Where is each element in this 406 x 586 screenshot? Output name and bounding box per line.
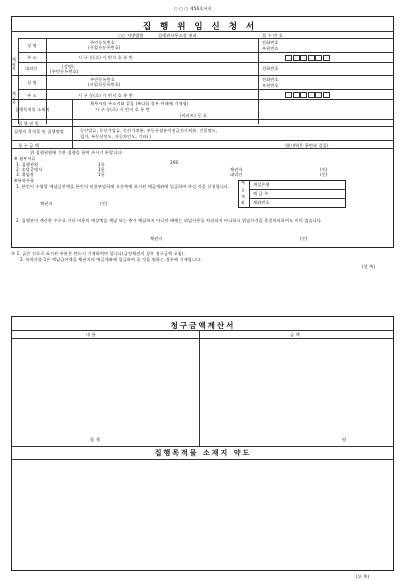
creditor-agent-phone-label: 전화번호 xyxy=(262,66,279,71)
footnote-1: 주 1. 굵은 선으로 표시된 부분은 반드시 기재하여야 합니다(금전채권의 경우 청구금액 포함). xyxy=(11,251,186,256)
special2-seal: (인) xyxy=(300,236,308,241)
creditor-agent-label: 대리인 xyxy=(25,66,38,71)
bank-field-1: 개설은행 xyxy=(253,182,270,187)
creditor-agent-sub: (성명) xyxy=(62,64,74,69)
debtor-address-detail: 시 구 동(로) 가 번지 호 통 반 xyxy=(78,93,133,98)
applicant-label: 집행관사무소장 귀하 xyxy=(158,33,197,38)
bank-label-4: 좌 xyxy=(241,200,245,205)
notes-date: 200 xyxy=(170,160,179,165)
attach-title: ※ 첨부서류 xyxy=(14,156,36,161)
form-number: ○ ○ ○ 제56호서식 xyxy=(174,6,212,11)
creditor-address-detail: 시 구 동(로) 가 번지 호 통 반 xyxy=(78,55,133,60)
creditor-address-label: 주 소 xyxy=(27,55,37,60)
place-detail: 채무자의 주소지와 같음 (※다를 경우 아래에 기재함) xyxy=(90,101,189,106)
bank-label-2: 금 xyxy=(241,187,245,192)
back-col-amount: 금 액 xyxy=(290,332,300,337)
creditor-phone-label: 전화번호 xyxy=(262,40,279,45)
title-doc-label: 집 행 권 원 xyxy=(18,121,39,126)
back-title: 청구금액계산서 xyxy=(170,321,236,330)
section-debtor: 채무자 xyxy=(12,91,16,105)
seal-2: (인) xyxy=(320,172,328,177)
creditor-name-label: 성 명 xyxy=(27,43,37,48)
back-col-content: 내 용 xyxy=(86,332,96,337)
attach3: 3. 위임장 xyxy=(16,172,35,177)
footnote-front-page: (앞 쪽) xyxy=(362,264,376,269)
footnote-2: 2. 특약사항 1은 예납금잔액을 채권자의 예금계좌에 입금하여 줄 것을 원하는 경우에 기재합니다. xyxy=(20,257,202,262)
special-title: ※특약사항 xyxy=(14,178,35,183)
creditor-regno-label: 주민등록번호 xyxy=(90,40,115,45)
bank-field-3: 계좌번호 xyxy=(253,200,270,205)
special-2: 2. 집행관이 계산한 수수료 기타 비용의 예상액을 예납 또는 추가 예납하지 아니한 때에는 위임사무를 처리하지 아니하고 위임사건을 종결처리하여도 이의 없습니다. xyxy=(16,218,323,223)
bank-label-3: 계 xyxy=(241,194,245,199)
target-detail2: 철거, 부동산인도, 자동차인도, 기타( ) xyxy=(80,134,152,139)
special-1: 1. 본인이 수령할 예납금잔액을 본인의 비용부담하에 오른쪽에 표시된 예금계좌에 입금하여 주실 것을 신청합니다. xyxy=(16,184,230,189)
special2-sign: 채권자 xyxy=(150,236,163,241)
bank-field-2: 예 금 주 xyxy=(253,191,269,196)
notes-intro: 위 집행권원에 기한 집행을 하여 주시기 바랍니다. xyxy=(30,150,123,155)
special-seal: (인) xyxy=(100,201,108,206)
target-detail: 동산압류, 동산가압류, 동산가처분, 부동산점유이전금지가처분, 건물명도, xyxy=(80,128,218,133)
sign-agent: 대리인 xyxy=(230,172,243,177)
creditor-agent-sub2: (주민등록번호) xyxy=(50,69,79,74)
back-total-unit: 원 xyxy=(342,437,347,442)
place-detail2: 시 구 동(로) 가 번지 호 통 반 xyxy=(95,107,150,112)
page-title: 집 행 위 임 신 청 서 xyxy=(142,22,258,32)
back-total-label: 합 계 xyxy=(90,437,100,442)
court-label: ○○ 지방법원 xyxy=(118,33,144,38)
amount-detail: 원(내역은 뒷면과 같음) xyxy=(285,143,329,148)
section-creditor: 채권자 xyxy=(12,57,16,71)
bank-label-1: 예 xyxy=(241,180,245,185)
attach1: 1. 집행권원 xyxy=(16,162,39,167)
back-form-frame xyxy=(11,316,394,571)
debtor-postal-label: 우편번호 xyxy=(262,83,279,88)
amount-label: 청 구 금 액 xyxy=(18,143,39,148)
target-label: 집행의 목적물 및 집행방법 xyxy=(14,129,64,134)
debtor-regno-sub: (사업자등록번호) xyxy=(88,82,121,87)
attach2-count: 1통 xyxy=(98,167,105,172)
creditor-postal-label: 우편번호 xyxy=(262,46,279,51)
attach3-count: 1통 xyxy=(98,172,105,177)
back-page-footer: (뒤 쪽) xyxy=(356,574,370,579)
debtor-address-label: 주 소 xyxy=(27,93,37,98)
receipt-no-label: 접 수 번 호 xyxy=(262,33,283,38)
creditor-regno-sub: (사업자등록번호) xyxy=(88,45,121,50)
debtor-name-label: 성 명 xyxy=(27,80,37,85)
place-detail3: (아파트) 동 호 xyxy=(180,113,208,118)
place-label: 집행목적물 소재지 xyxy=(15,107,50,112)
special-sign: 채권자 xyxy=(40,201,53,206)
seal-1: (인) xyxy=(320,167,328,172)
debtor-regno-label: 주민등록번호 xyxy=(90,77,115,82)
attach1-count: 1통 xyxy=(98,162,105,167)
attach2: 2. 송달증명서 xyxy=(16,167,43,172)
debtor-phone-label: 전화번호 xyxy=(262,77,279,82)
back-sketch-title: 집행목적물 소재지 약도 xyxy=(154,449,252,457)
sign-creditor: 채권자 xyxy=(230,167,243,172)
